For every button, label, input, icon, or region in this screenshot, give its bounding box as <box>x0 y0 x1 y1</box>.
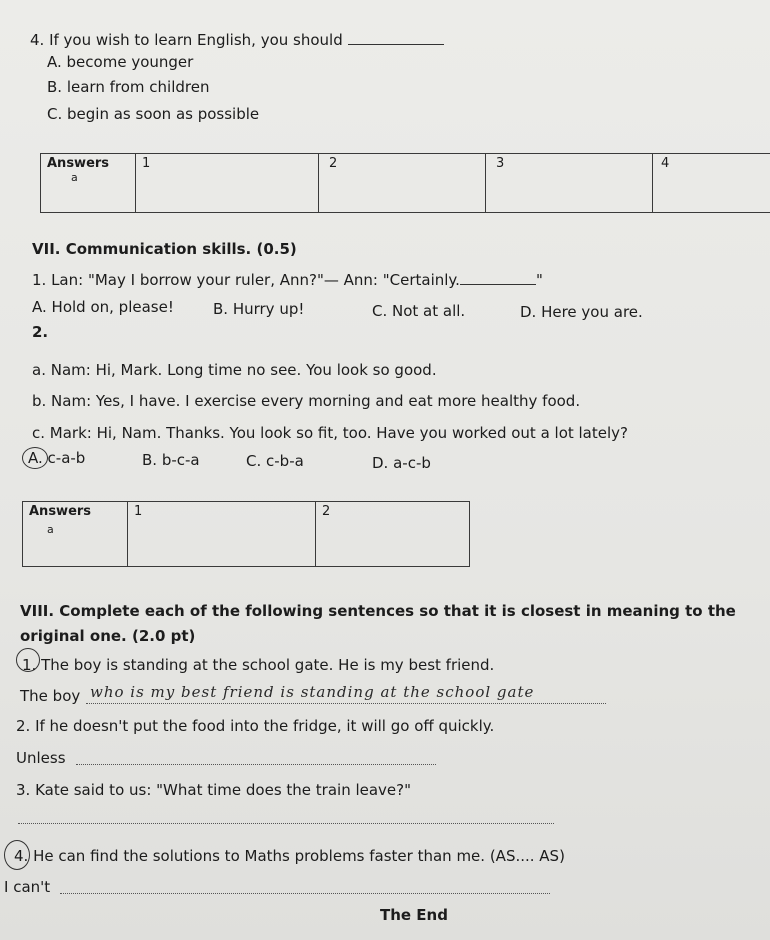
answers-table-1-cell-4[interactable] <box>653 154 770 213</box>
answers-table-2-label <box>23 502 128 567</box>
answers-table-1 <box>40 153 770 213</box>
s7-q1-stem-end: " <box>535 271 543 289</box>
cell-number: 2 <box>329 156 338 171</box>
cell-number: 1 <box>134 504 143 519</box>
s7-q1-stem-text: 1. Lan: "May I borrow your ruler, Ann?"— Ann: "Certainly. <box>32 271 460 289</box>
s8-item-2-prompt: Unless <box>16 749 66 767</box>
s7-q2-option-c: C. c-b-a <box>246 452 304 470</box>
cell-number: 4 <box>661 156 670 171</box>
answers-table-1-cell-2[interactable] <box>319 154 486 213</box>
s8-item-3-sentence: 3. Kate said to us: "What time does the train leave?" <box>16 781 412 799</box>
answers-sub-mark: a <box>71 171 78 184</box>
answers-table-2 <box>22 501 470 567</box>
cell-number: 2 <box>322 504 331 519</box>
s7-q1-option-d: D. Here you are. <box>520 303 643 321</box>
section-8-heading-line2: original one. (2.0 pt) <box>20 627 196 645</box>
s7-q2-line-c: c. Mark: Hi, Nam. Thanks. You look so fit, too. Have you worked out a lot lately? <box>32 424 628 442</box>
s8-item-1-sentence: 1. The boy is standing at the school gate. He is my best friend. <box>22 656 495 674</box>
q4-stem-text: 4. If you wish to learn English, you should <box>30 31 343 49</box>
s8-item-1-answer-line[interactable] <box>86 703 606 704</box>
q4-option-c: C. begin as soon as possible <box>47 105 260 123</box>
answers-table-2-cell-2[interactable] <box>316 502 470 567</box>
answers-table-1-label <box>41 154 136 213</box>
s7-q1-option-b: B. Hurry up! <box>213 300 305 318</box>
section-8-heading-line1: VIII. Complete each of the following sentences so that it is closest in meaning to the <box>20 602 736 620</box>
s7-q2-line-a: a. Nam: Hi, Mark. Long time no see. You look so good. <box>32 361 437 379</box>
s7-q2-line-b: b. Nam: Yes, I have. I exercise every morning and eat more healthy food. <box>32 392 581 410</box>
s7-q2-option-d: D. a-c-b <box>372 454 431 472</box>
s7-q1-answer-blank[interactable] <box>460 284 536 285</box>
answers-table-2-cell-1[interactable] <box>128 502 316 567</box>
answers-label-text: Answers <box>47 156 110 171</box>
s7-q1-option-a: A. Hold on, please! <box>32 298 174 316</box>
s8-item-1-handwritten-answer: who is my best friend is standing at the school gate <box>90 683 535 701</box>
cell-number: 3 <box>496 156 505 171</box>
s7-q2-option-a: A. c-a-b <box>28 449 86 467</box>
s8-item-4-answer-line[interactable] <box>60 893 550 894</box>
q4-option-a: A. become younger <box>47 53 194 71</box>
the-end-footer: The End <box>380 906 448 924</box>
cell-number: 1 <box>142 156 151 171</box>
q4-option-b: B. learn from children <box>47 78 210 96</box>
s7-q1-option-c: C. Not at all. <box>372 302 466 320</box>
s7-q1-stem <box>32 271 543 289</box>
answers-sub-mark: a <box>47 523 54 536</box>
s7-q2-number: 2. <box>32 323 49 341</box>
s8-item-3-answer-line[interactable] <box>18 823 554 824</box>
s8-item-1-prompt: The boy <box>20 687 81 705</box>
s8-item-2-answer-line[interactable] <box>76 764 436 765</box>
section-7-heading: VII. Communication skills. (0.5) <box>32 240 297 258</box>
answers-label-text: Answers <box>29 504 92 519</box>
q4-answer-blank[interactable] <box>348 44 444 45</box>
s8-item-2-sentence: 2. If he doesn't put the food into the fridge, it will go off quickly. <box>16 717 495 735</box>
q4-stem <box>30 31 444 49</box>
answers-table-1-cell-3[interactable] <box>486 154 653 213</box>
s8-item-4-sentence: 4. He can find the solutions to Maths problems faster than me. (AS.... AS) <box>14 847 565 865</box>
s7-q2-option-b: B. b-c-a <box>142 451 200 469</box>
answers-table-1-cell-1[interactable] <box>136 154 319 213</box>
s8-item-4-prompt: I can't <box>4 878 51 896</box>
